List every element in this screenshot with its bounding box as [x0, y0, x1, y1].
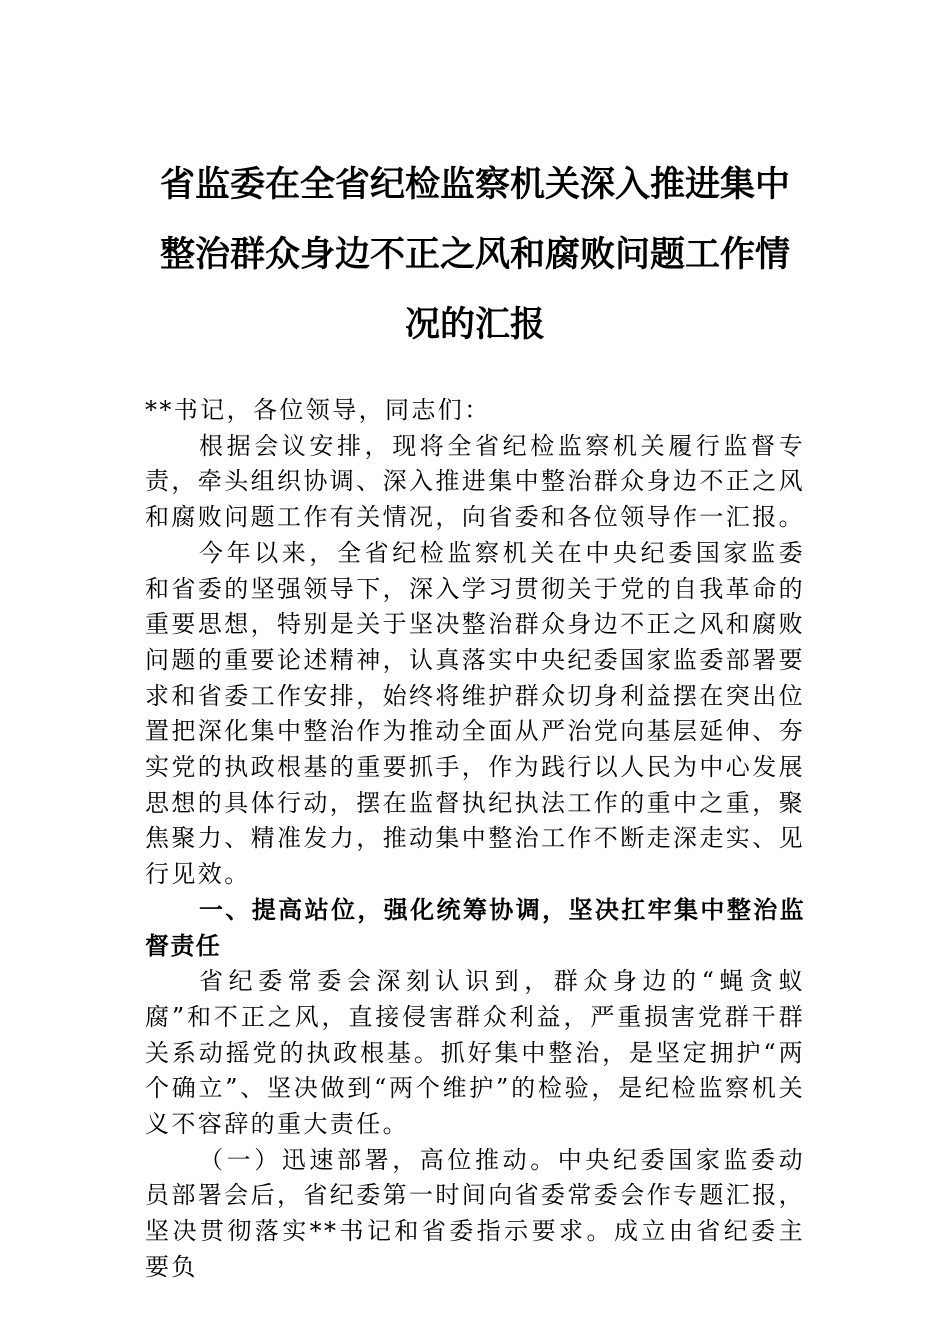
section-paragraph: 省纪委常委会深刻认识到，群众身边的“蝇贪蚁腐”和不正之风，直接侵害群众利益，严重损害党群干群关系动摇党的执政根基。抓好集中整治，是坚定拥护“两个确立”、坚决做到“两个维护”的检验，是纪检监察机关义不容辞的重大责任。 — [145, 967, 805, 1139]
section-paragraph: （一）迅速部署，高位推动。中央纪委国家监委动员部署会后，省纪委第一时间向省委常委会作专题汇报，坚决贯彻落实**书记和省委指示要求。成立由省纪委主要负 — [145, 1145, 805, 1281]
document-body — [145, 393, 805, 1286]
title-line-1: 省监委在全省纪检监察机关深入推进集中 — [159, 164, 790, 205]
title-line-3: 况的汇报 — [404, 304, 545, 345]
salutation: **书记，各位领导，同志们： — [145, 396, 491, 424]
title-line-2: 整治群众身边不正之风和腐败问题工作情 — [159, 234, 790, 275]
paragraph-overview: 今年以来，全省纪检监察机关在中央纪委国家监委和省委的坚强领导下，深入学习贯彻关于党的自我革命的重要思想，特别是关于坚决整治群众身边不正之风和腐败问题的重要论述精神，认真落实中央纪委国家监委部署要求和省委工作安排，始终将维护群众切身利益摆在突出位置把深化集中整治作为推动全面从严治党向基层延伸、夯实党的执政根基的重要抓手，作为践行以人民为中心发展思想的具体行动，摆在监督执纪执法工作的重中之重，聚焦聚力、精准发力，推动集中整治工作不断走深走实、见行见效。 — [145, 538, 805, 889]
paragraph-intro: 根据会议安排，现将全省纪检监察机关履行监督专责，牵头组织协调、深入推进集中整治群众身边不正之风和腐败问题工作有关情况，向省委和各位领导作一汇报。 — [145, 431, 805, 532]
document-title — [145, 150, 805, 360]
section-heading-1: 一、提高站位，强化统筹协调，坚决扛牢集中整治监督责任 — [145, 895, 805, 960]
